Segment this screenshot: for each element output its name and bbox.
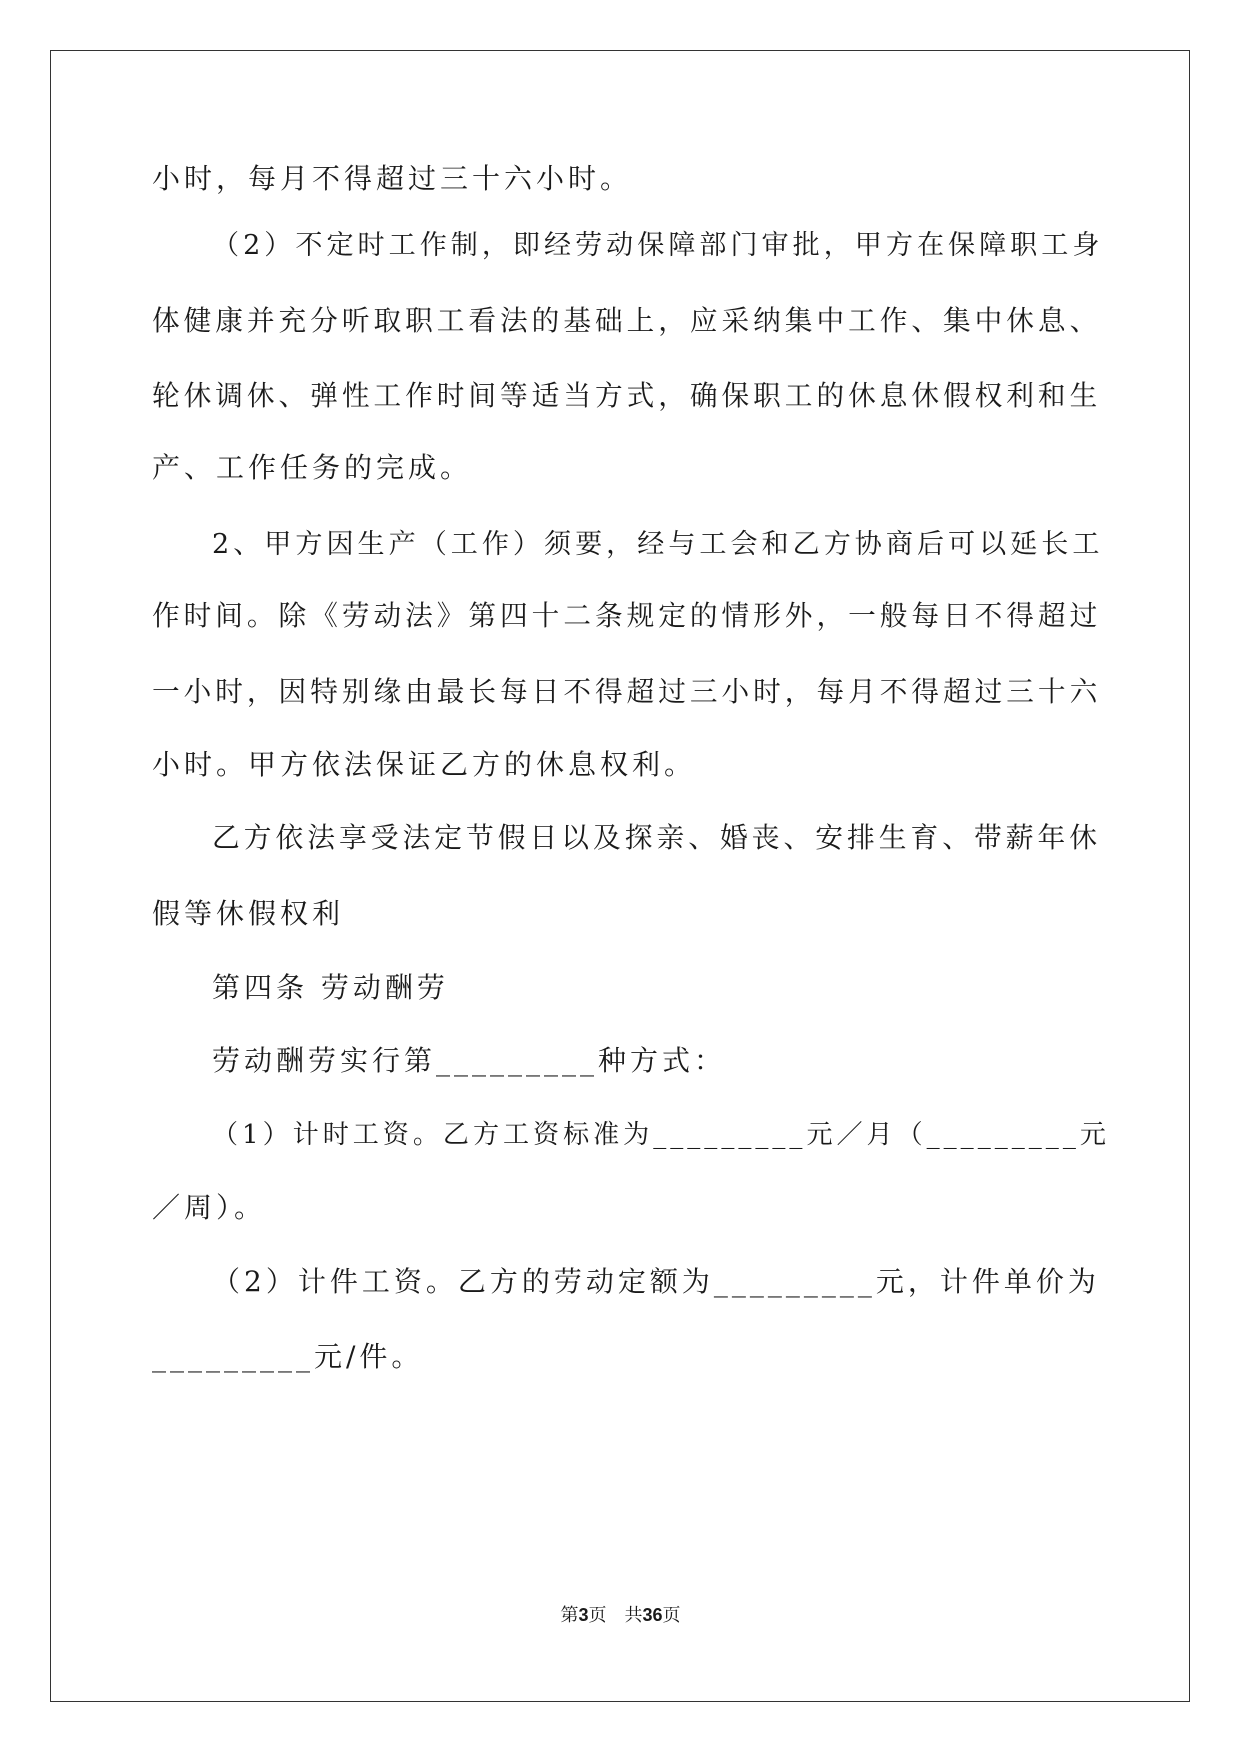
line-15: ／周）。 xyxy=(152,1191,267,1224)
line-17: _________元/件。 xyxy=(152,1340,424,1373)
footer-middle: 页 共 xyxy=(588,1605,643,1626)
line-13: 劳动酬劳实行第_________种方式： xyxy=(212,1044,727,1077)
footer-total-pages: 36 xyxy=(642,1605,663,1625)
page-footer xyxy=(0,1603,1241,1628)
line-2: （2）不定时工作制，即经劳动保障部门审批，甲方在保障职工身 xyxy=(212,230,1104,261)
page-border xyxy=(50,50,1190,1702)
line-4: 轮休调休、弹性工作时间等适当方式，确保职工的休息休假权利和生 xyxy=(152,379,1102,412)
line-11: 假等休假权利 xyxy=(152,897,345,930)
line-8: 一小时，因特别缘由最长每日不得超过三小时，每月不得超过三十六 xyxy=(152,675,1102,708)
line-10: 乙方依法享受法定节假日以及探亲、婚丧、安排生育、带薪年休 xyxy=(212,821,1102,854)
line-3: 体健康并充分听取职工看法的基础上，应采纳集中工作、集中休息、 xyxy=(152,304,1102,337)
line-5: 产、工作任务的完成。 xyxy=(152,451,473,484)
line-9: 小时。甲方依法保证乙方的休息权利。 xyxy=(152,748,697,781)
footer-suffix: 页 xyxy=(662,1605,681,1626)
article-heading: 第四条 劳动酬劳 xyxy=(212,971,449,1004)
footer-prefix: 第 xyxy=(560,1605,579,1626)
line-14: （1）计时工资。乙方工资标准为_________元／月（_________元 xyxy=(212,1120,1110,1150)
footer-page-number: 3 xyxy=(578,1605,589,1625)
line-16: （2）计件工资。乙方的劳动定额为_________元，计件单价为 xyxy=(212,1265,1100,1298)
line-1: 小时，每月不得超过三十六小时。 xyxy=(152,162,633,195)
line-6: 2、甲方因生产（工作）须要，经与工会和乙方协商后可以延长工 xyxy=(212,529,1104,560)
line-7: 作时间。除《劳动法》第四十二条规定的情形外，一般每日不得超过 xyxy=(152,599,1102,632)
